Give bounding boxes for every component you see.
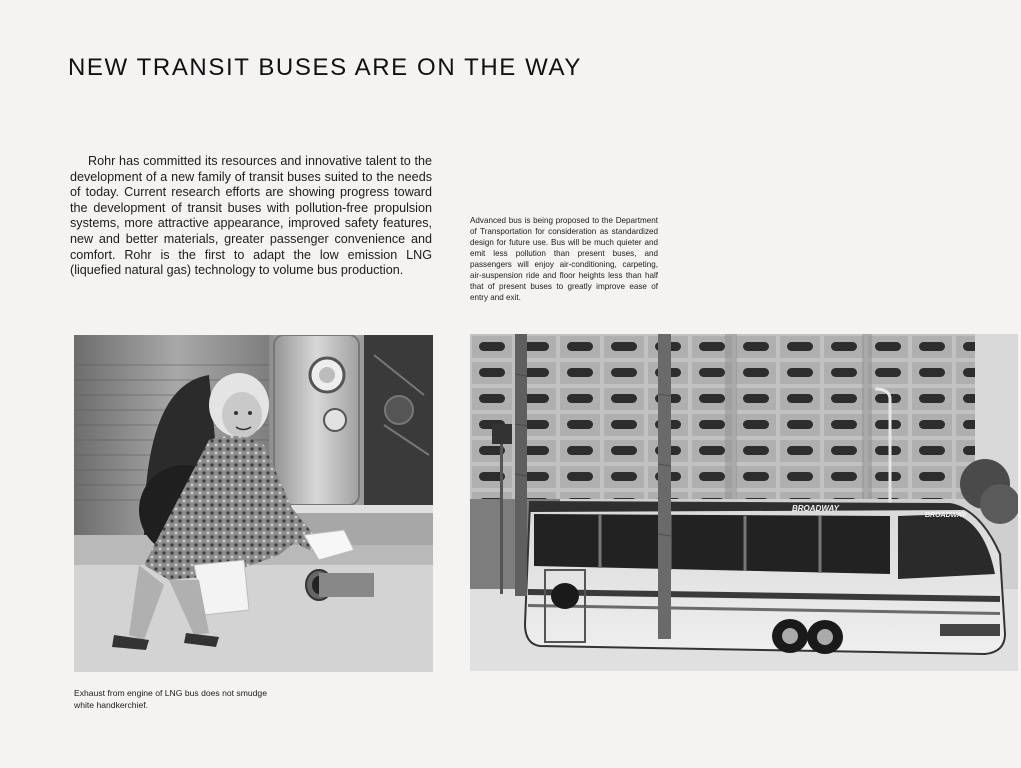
photo-lng-bus-exhaust xyxy=(74,335,433,672)
page-title: NEW TRANSIT BUSES ARE ON THE WAY xyxy=(68,54,582,82)
photo-advanced-bus-illustration xyxy=(470,334,1018,671)
photo-lng-bus-illustration xyxy=(74,335,433,672)
bus-front-sign: BROADWAY xyxy=(925,512,967,519)
caption-advanced-bus: Advanced bus is being proposed to the Department of Transportation for consideration as standardized design for future use. Bus will be much quieter and emit less pollution than present buses, and passengers will enjoy air-conditioning, carpeting, air-suspension ride and floor heights less than half that of present buses to greatly improve ease of entry and exit. xyxy=(470,216,658,302)
caption-lng-bus: Exhaust from engine of LNG bus does not smudge white handkerchief. xyxy=(74,688,267,710)
bus-side-sign: BROADWAY xyxy=(792,504,839,513)
body-paragraph: Rohr has committed its resources and innovative talent to the development of a new family of transit buses suited to the needs of today. Current research efforts are showing progress toward the development of transit buses with pollution-free propulsion systems, more attractive appearance, improved safety features, new and better materials, greater passenger convenience and comfort. Rohr is the first to adapt the low emission LNG (liquefied natural gas) technology to volume bus production. xyxy=(70,154,432,278)
photo-advanced-bus xyxy=(470,334,1018,671)
